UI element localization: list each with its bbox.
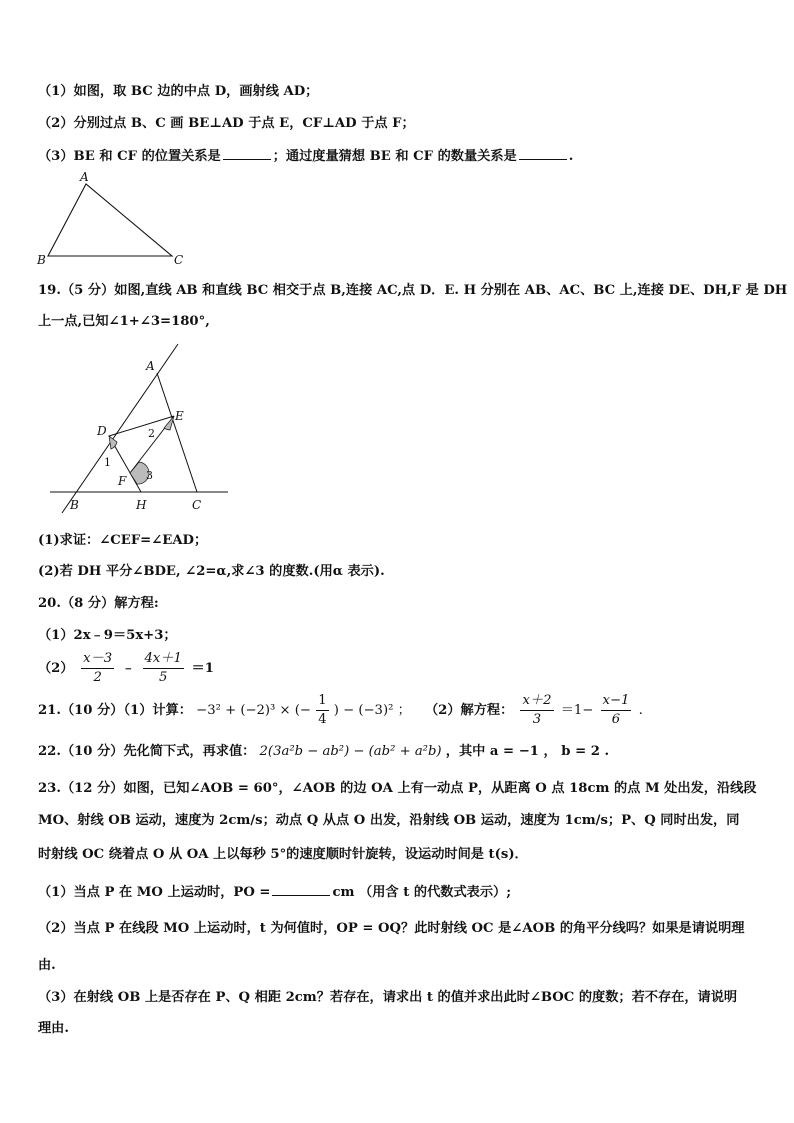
simplify-expression: 2(3a²b − ab²) − (ab² + a²b)	[259, 744, 442, 759]
q22-heading: 22.（10 分）先化简下式，再求值：	[38, 744, 256, 759]
segment-ac	[157, 373, 197, 492]
q18-step-3-text-b: ；通过度量猜想 BE 和 CF 的数量关系是	[272, 149, 517, 164]
label-c: C	[174, 253, 184, 267]
q23-part-1	[38, 883, 511, 902]
q22-condition: ，其中 a = −1 ， b = 2 .	[445, 744, 610, 759]
operator: ﹣	[121, 661, 135, 676]
numerator: x＋2	[520, 694, 553, 711]
label-h: H	[136, 498, 147, 512]
calc-expression-end: ) − (−3)² ；	[333, 703, 411, 718]
q23-part-2-line-2: 由.	[38, 958, 56, 973]
triangle-abc	[48, 184, 172, 256]
q20-equation-1: （1）2x﹣9＝5x+3；	[38, 628, 177, 643]
numerator: x－3	[81, 652, 114, 669]
q23-part-1-text-b: cm （用含 t 的代数式表示）;	[332, 885, 512, 900]
q18-step-3	[38, 147, 573, 166]
label-b: B	[70, 498, 79, 512]
label-angle-3: 3	[146, 469, 153, 482]
numerator: 1	[316, 694, 328, 711]
numerator: 4x＋1	[143, 652, 184, 669]
q19-part-2: (2)若 DH 平分∠BDE, ∠2=α,求∠3 的度数.(用α 表示).	[38, 564, 385, 579]
q19-part-1: (1)求证：∠CEF=∠EAD；	[38, 533, 208, 548]
triangle-figure	[34, 170, 194, 270]
segment-de	[109, 416, 174, 436]
q20-heading: 20.（8 分）解方程:	[38, 596, 159, 611]
label-angle-2: 2	[148, 427, 155, 440]
label-f: F	[118, 474, 127, 488]
q22-line	[38, 743, 609, 761]
fraction	[520, 694, 553, 727]
q18-step-2: （2）分别过点 B、C 画 BE⊥AD 于点 E，CF⊥AD 于点 F；	[38, 116, 415, 131]
equation-rhs: ＝1	[191, 661, 214, 676]
numerator: x−1	[601, 694, 632, 711]
denominator: 4	[318, 712, 327, 727]
q23-part-3-line-2: 理由.	[38, 1021, 69, 1036]
q19-line-1: 19.（5 分）如图,直线 AB 和直线 BC 相交于点 B,连接 AC,点 D．E. H 分别在 AB、AC、BC 上,连接 DE、DH,F 是 DH	[38, 283, 788, 298]
fraction	[316, 694, 328, 727]
label-e: E	[175, 409, 184, 423]
q23-part-2-line-1: （2）当点 P 在线段 MO 上运动时，t 为何值时，OP = OQ？此时射线 OC 是∠AOB 的角平分线吗？如果是请说明理	[38, 921, 745, 936]
geometry-figure	[40, 338, 240, 518]
answer-blank	[272, 883, 330, 896]
q21-heading: 21.（10 分）（1）计算：	[38, 703, 192, 718]
equation-end: .	[638, 703, 643, 718]
label-d: D	[97, 424, 107, 438]
denominator: 5	[159, 670, 168, 685]
q20-equation-2	[38, 650, 214, 688]
q23-line-3: 时射线 OC 绕着点 O 从 OA 上以每秒 5°的速度顺时针旋转，设运动时间是 t(s)．	[38, 847, 528, 862]
q18-step-3-text-c: .	[568, 149, 574, 164]
label-a: A	[146, 359, 155, 373]
equation-label: （2）	[38, 661, 74, 676]
fraction	[143, 652, 184, 685]
label-b: B	[37, 253, 46, 267]
fraction	[601, 694, 632, 727]
q23-part-3-line-1: （3）在射线 OB 上是否存在 P、Q 相距 2cm？若存在，请求出 t 的值并求出此时∠BOC 的度数；若不存在，请说明	[38, 990, 738, 1005]
label-a: A	[80, 170, 89, 184]
q23-line-1: 23.（12 分）如图，已知∠AOB = 60°，∠AOB 的边 OA 上有一动点 P，从距离 O 点 18cm 的点 M 处出发，沿线段	[38, 781, 757, 796]
q19-line-2: 上一点,已知∠1+∠3=180°,	[38, 314, 210, 329]
q23-part-1-text-a: （1）当点 P 在 MO 上运动时，PO =	[38, 885, 271, 900]
label-c: C	[192, 498, 202, 512]
q18-step-1: （1）如图，取 BC 边的中点 D，画射线 AD；	[38, 84, 319, 99]
equation-middle: ＝1−	[560, 703, 594, 718]
q21-line	[38, 692, 643, 730]
answer-blank	[519, 147, 567, 160]
answer-blank	[223, 147, 271, 160]
q23-line-2: MO、射线 OB 运动，速度为 2cm/s；动点 Q 从点 O 出发，沿射线 OB 运动，速度为 1cm/s；P、Q 同时出发，同	[38, 813, 740, 828]
fraction	[81, 652, 114, 685]
solve-label: （2）解方程：	[424, 703, 514, 718]
denominator: 6	[611, 712, 621, 727]
denominator: 2	[93, 670, 102, 685]
q18-step-3-text-a: （3）BE 和 CF 的位置关系是	[38, 149, 221, 164]
label-angle-1: 1	[104, 456, 111, 469]
calc-expression: −3² + (−2)³ × (−	[196, 703, 311, 718]
denominator: 3	[532, 712, 542, 727]
